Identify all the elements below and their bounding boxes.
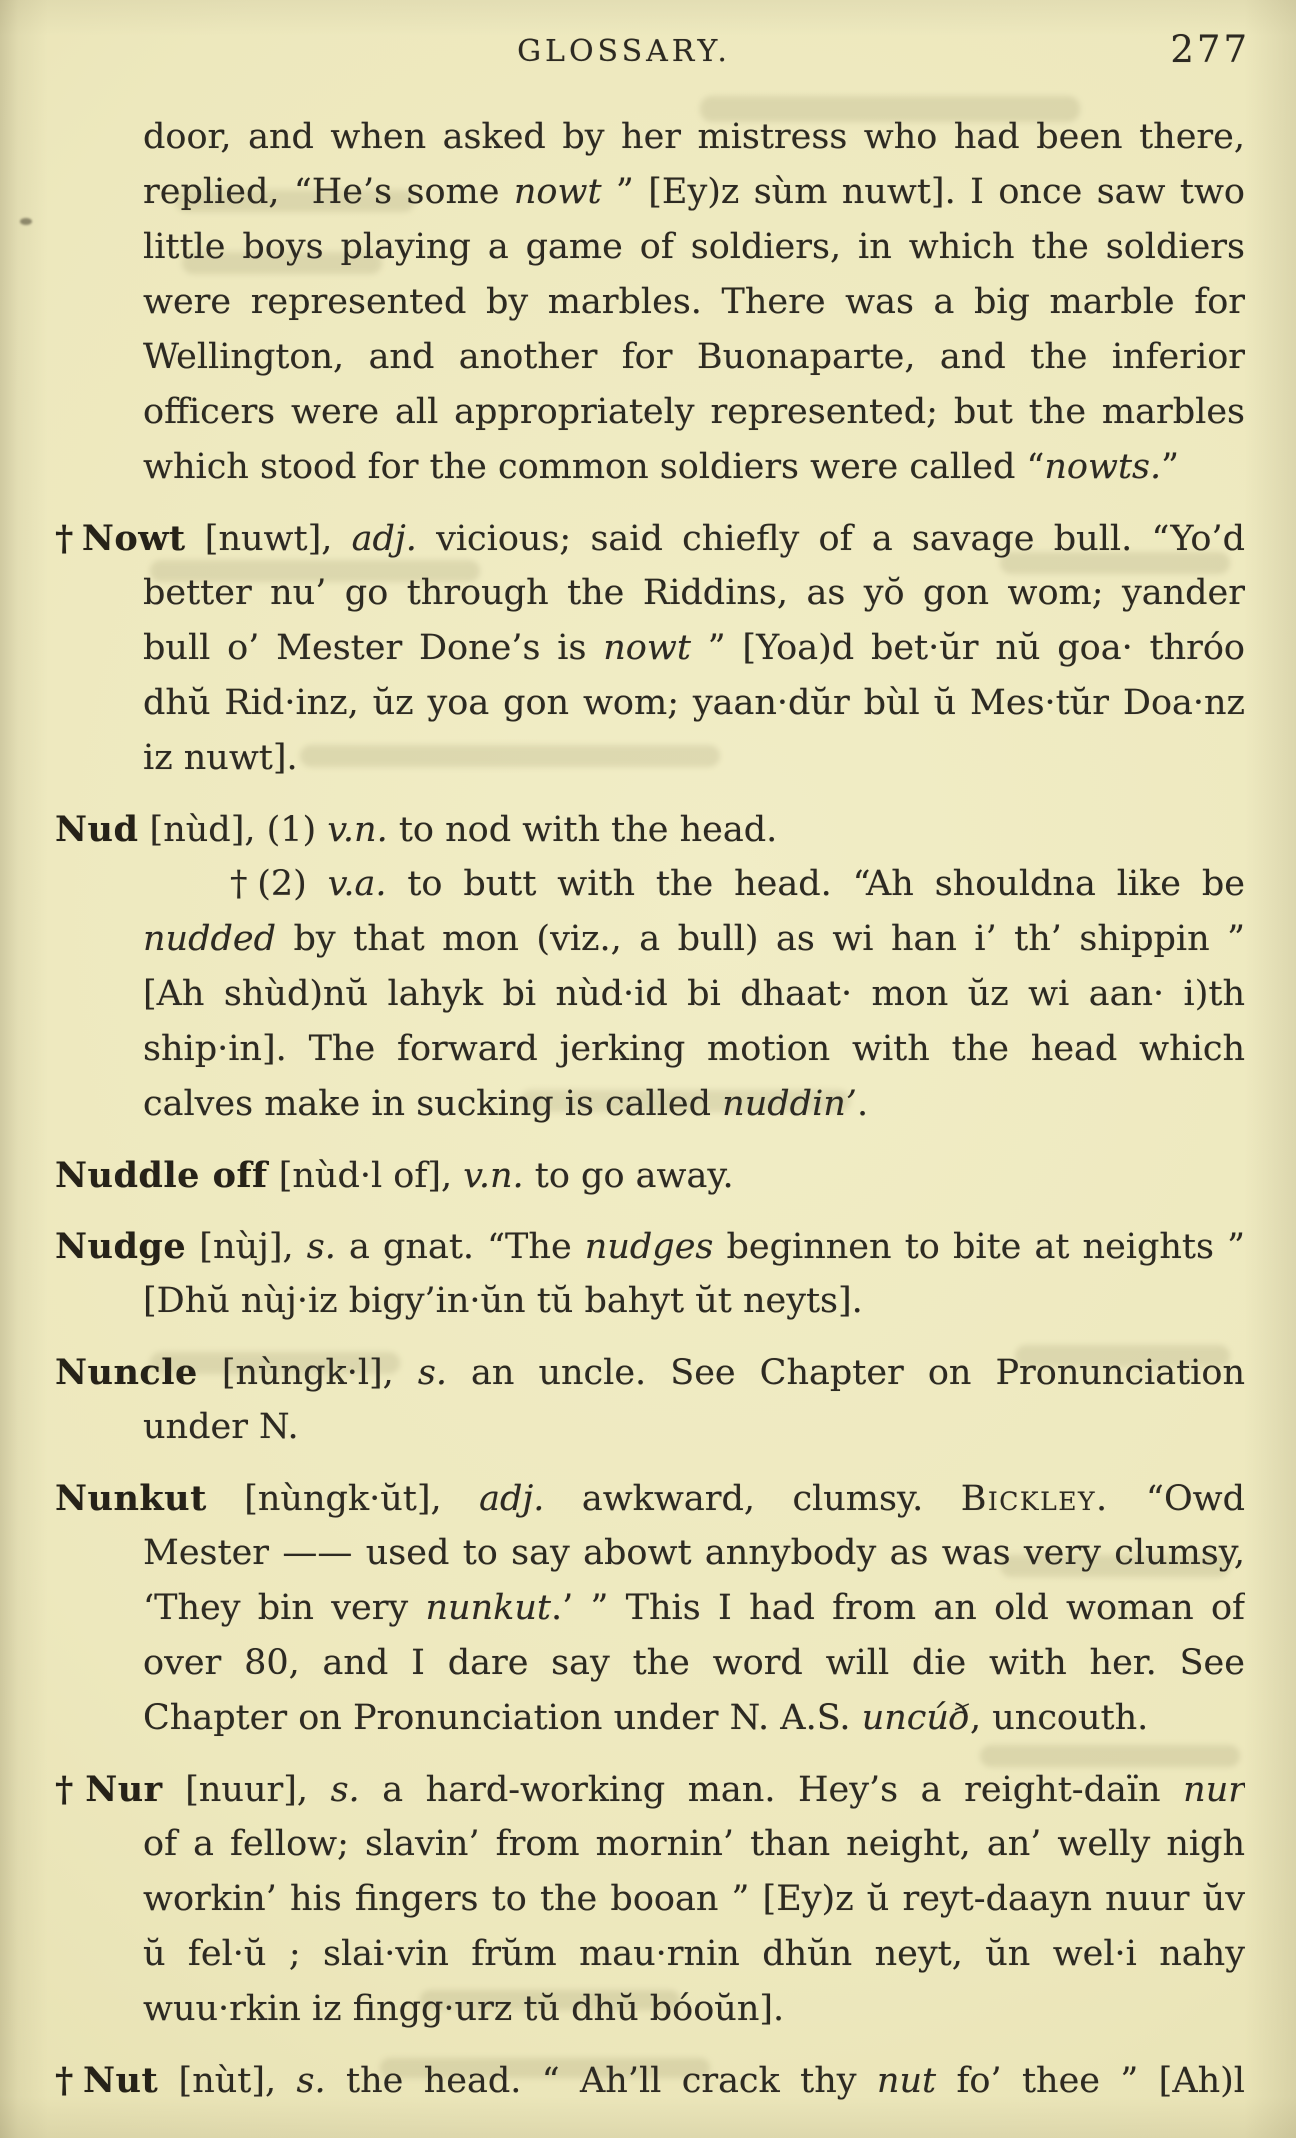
headword-nud: Nud bbox=[55, 809, 139, 850]
glossary-entry-line bbox=[55, 1762, 1245, 1817]
glossary-entry-line bbox=[55, 1471, 1245, 1526]
text-run: [Dhŭ nùj·iz bigy’in·ŭn tŭ bahyt ŭt neyts]. bbox=[143, 1281, 863, 1321]
text-line bbox=[143, 967, 1245, 1022]
text-run: dhŭ Rid·inz, ŭz yoa gon wom; yaan·dŭr bùl ŭ Mes·tŭr Doa·nz bbox=[143, 683, 1245, 723]
text-run: nowt bbox=[513, 172, 602, 212]
text-run: v.a. bbox=[327, 864, 387, 904]
text-run: by that mon (viz., a bull) as wi han i’ th’ shippin ” bbox=[276, 919, 1245, 959]
text-run: nudded bbox=[143, 919, 277, 959]
text-run: v.n. bbox=[463, 1156, 524, 1196]
headword-nudge: Nudge bbox=[55, 1226, 187, 1267]
text-run: [nuwt], bbox=[185, 519, 352, 559]
text-run: [Ah shùd)nŭ lahyk bi nùd·id bi dhaat· mon ŭz wi aan· i)th bbox=[143, 974, 1245, 1014]
text-line bbox=[143, 275, 1245, 330]
text-run: [nùngk·l], bbox=[197, 1353, 418, 1393]
text-line bbox=[143, 440, 1245, 495]
text-line bbox=[143, 1077, 1245, 1132]
text-run: vicious; said chiefly of a savage bull. “Yo’d bbox=[416, 519, 1245, 559]
text-run: nudges bbox=[584, 1227, 714, 1267]
text-run: ” [Yoa)d bet·ŭr nŭ goa· thróo bbox=[690, 628, 1245, 668]
page-title: GLOSSARY. bbox=[517, 34, 731, 69]
text-run: [nùj], bbox=[186, 1227, 307, 1267]
text-run: calves make in sucking is called bbox=[143, 1084, 723, 1124]
text-run: . bbox=[856, 1084, 869, 1124]
text-run: an uncle. See Chapter on Pronunciation bbox=[446, 1353, 1245, 1393]
text-run: better nu’ go through the Riddins, as yŏ gon wom; yander bbox=[143, 573, 1245, 613]
text-line bbox=[143, 1927, 1245, 1982]
text-run: nut bbox=[876, 2061, 937, 2101]
text-run: s. bbox=[306, 1227, 336, 1267]
page-number: 277 bbox=[1170, 28, 1250, 71]
text-line bbox=[143, 1872, 1245, 1927]
text-line bbox=[143, 165, 1245, 220]
text-run: beginnen to bite at neights ” bbox=[713, 1227, 1245, 1267]
text-line bbox=[230, 857, 1245, 912]
text-run: which stood for the common soldiers were called “ bbox=[143, 447, 1045, 487]
text-line bbox=[143, 385, 1245, 440]
text-run: fo’ thee ” [Ah)l bbox=[936, 2061, 1245, 2101]
text-run: ‘They bin very bbox=[143, 1588, 426, 1628]
text-run: [nùd], (1) bbox=[138, 810, 328, 850]
glossary-entry-line bbox=[55, 802, 1245, 857]
text-run: .’ ” This I had from an old woman of bbox=[550, 1588, 1245, 1628]
text-run: ” [Ey)z sùm nuwt]. I once saw two bbox=[601, 172, 1245, 212]
text-line bbox=[143, 1691, 1245, 1746]
text-line bbox=[143, 731, 1245, 786]
text-run: v.n. bbox=[327, 810, 388, 850]
text-block bbox=[55, 110, 1245, 2108]
text-line bbox=[143, 1526, 1245, 1581]
text-line bbox=[143, 1817, 1245, 1872]
text-run: over 80, and I dare say the word will die with her. See bbox=[143, 1643, 1245, 1683]
text-run: , uncouth. bbox=[970, 1698, 1149, 1738]
text-run: nuddin’ bbox=[722, 1084, 857, 1124]
text-run: little boys playing a game of soldiers, in which the soldiers bbox=[143, 227, 1245, 267]
text-run: were represented by marbles. There was a big marble for bbox=[143, 282, 1245, 322]
text-run: Wellington, and another for Buonaparte, and the inferior bbox=[143, 337, 1245, 377]
text-run: awkward, clumsy. bbox=[544, 1479, 961, 1519]
text-run: to go away. bbox=[523, 1156, 734, 1196]
text-run: Chapter on Pronunciation under N. A.S. bbox=[143, 1698, 862, 1738]
text-run: door, and when asked by her mistress who had been there, bbox=[143, 117, 1245, 157]
text-run: a gnat. “The bbox=[335, 1227, 585, 1267]
text-run: nowt bbox=[603, 628, 691, 668]
glossary-entry-line bbox=[55, 2053, 1245, 2108]
text-line bbox=[143, 1400, 1245, 1455]
text-line bbox=[143, 1022, 1245, 1077]
glossary-entry-line bbox=[55, 511, 1245, 566]
headword-nunkut: Nunkut bbox=[55, 1478, 207, 1519]
text-line bbox=[143, 676, 1245, 731]
headword-nuddle-off: Nuddle off bbox=[55, 1155, 268, 1196]
text-run: ” bbox=[1161, 447, 1180, 487]
text-run: [nùngk·ŭt], bbox=[206, 1479, 480, 1519]
text-run: ship·in]. The forward jerking motion with the head which bbox=[143, 1029, 1245, 1069]
text-run: ŭ fel·ŭ ; slai·vin frŭm mau·rnin dhŭn neyt, ŭn wel·i nahy bbox=[143, 1934, 1245, 1974]
text-run: replied, “He’s some bbox=[143, 172, 514, 212]
text-run: officers were all appropriately represented; but the marbles bbox=[143, 392, 1245, 432]
text-run: nunkut bbox=[425, 1588, 551, 1628]
headword-nur: †Nur bbox=[55, 1769, 163, 1810]
text-run: [nùt], bbox=[158, 2061, 297, 2101]
text-line bbox=[143, 1274, 1245, 1329]
text-run: to nod with the head. bbox=[387, 810, 778, 850]
text-run: nur bbox=[1183, 1770, 1245, 1810]
glossary-entry-line bbox=[55, 1219, 1245, 1274]
text-run: under N. bbox=[143, 1407, 299, 1447]
text-line bbox=[143, 1982, 1245, 2037]
text-run: Mester —— used to say abowt annybody as was very clumsy, bbox=[143, 1533, 1245, 1573]
text-run: s. bbox=[296, 2061, 326, 2101]
text-run: nowts. bbox=[1044, 447, 1162, 487]
text-line bbox=[143, 912, 1245, 967]
headword-nuncle: Nuncle bbox=[55, 1352, 198, 1393]
text-line bbox=[143, 1636, 1245, 1691]
text-run: iz nuwt]. bbox=[143, 738, 298, 778]
source-bickley: Bickley. bbox=[960, 1479, 1109, 1519]
text-line bbox=[143, 566, 1245, 621]
text-run: a hard-working man. Hey’s a reight-daïn bbox=[359, 1770, 1184, 1810]
text-run: workin’ his fingers to the booan ” [Ey)z ŭ reyt-daayn nuur ŭv bbox=[143, 1879, 1245, 1919]
text-line bbox=[143, 1581, 1245, 1636]
paper-speck bbox=[20, 218, 32, 225]
text-line bbox=[143, 220, 1245, 275]
text-run: [nùd·l of], bbox=[267, 1156, 464, 1196]
text-line bbox=[143, 110, 1245, 165]
text-run: adj. bbox=[479, 1479, 545, 1519]
text-run: adj. bbox=[351, 519, 417, 559]
text-run: s. bbox=[417, 1353, 447, 1393]
headword-nowt: †Nowt bbox=[55, 518, 186, 559]
text-run: “Owd bbox=[1108, 1479, 1245, 1519]
text-line bbox=[143, 330, 1245, 385]
headword-nut: †Nut bbox=[55, 2060, 159, 2101]
text-run: to butt with the head. “Ah shouldna like be bbox=[386, 864, 1245, 904]
text-run: the head. “ Ah’ll crack thy bbox=[325, 2061, 877, 2101]
text-run: uncúð bbox=[861, 1698, 970, 1738]
glossary-entry-line bbox=[55, 1148, 1245, 1203]
text-run: [nuur], bbox=[162, 1770, 331, 1810]
text-run: wuu·rkin iz fingg·urz tŭ dhŭ bóoŭn]. bbox=[143, 1989, 785, 2029]
text-run: †(2) bbox=[230, 864, 328, 904]
text-line bbox=[143, 621, 1245, 676]
text-run: bull o’ Mester Done’s is bbox=[143, 628, 604, 668]
text-run: of a fellow; slavin’ from mornin’ than neight, an’ welly nigh bbox=[143, 1824, 1245, 1864]
glossary-entry-line bbox=[55, 1345, 1245, 1400]
text-run: s. bbox=[330, 1770, 360, 1810]
